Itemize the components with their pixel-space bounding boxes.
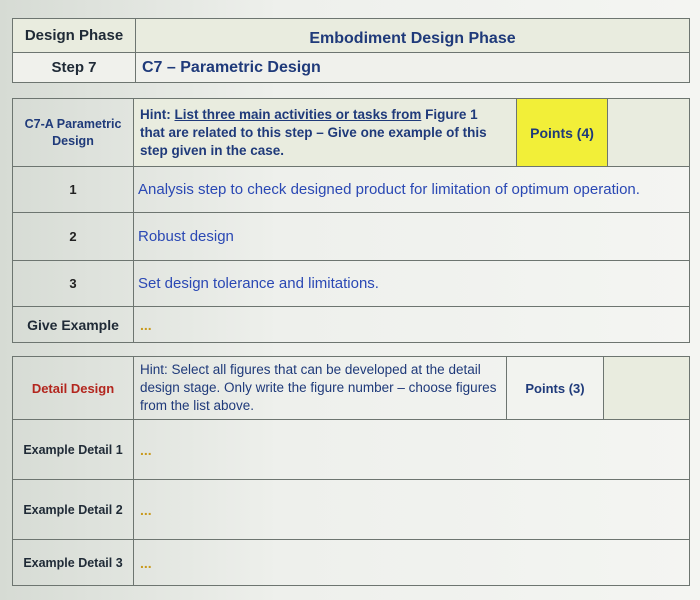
header-table xyxy=(12,18,690,83)
example-detail-field-1[interactable]: ... xyxy=(134,420,690,480)
give-example-label: Give Example xyxy=(13,307,134,343)
detail-design-table xyxy=(12,356,690,586)
section-b-points: Points (3) xyxy=(507,357,604,420)
step-value: C7 – Parametric Design xyxy=(136,53,690,83)
section-b-hint: Hint: Select all figures that can be developed at the detail design stage. Only write the figure number – choose figures from the list above. xyxy=(134,357,507,420)
phase-value: Embodiment Design Phase xyxy=(136,19,690,53)
answer-field-2[interactable]: Robust design xyxy=(134,213,690,261)
example-detail-field-2[interactable]: ... xyxy=(134,480,690,540)
section-a-label: C7-A Parametric Design xyxy=(13,99,134,167)
phase-label: Design Phase xyxy=(13,19,136,53)
row-number: 3 xyxy=(13,261,134,307)
example-detail-field-3[interactable]: ... xyxy=(134,540,690,586)
parametric-design-table xyxy=(12,98,690,343)
section-a-points: Points (4) xyxy=(517,99,608,167)
answer-field-1[interactable]: Analysis step to check designed product for limitation of optimum operation. xyxy=(134,167,690,213)
row-number: 2 xyxy=(13,213,134,261)
section-a-hint: Hint: List three main activities or tasks from Figure 1 that are related to this step – Give one example of this step given in the case. xyxy=(134,99,517,167)
answer-field-3[interactable]: Set design tolerance and limitations. xyxy=(134,261,690,307)
section-b-label: Detail Design xyxy=(13,357,134,420)
section-a-spacer xyxy=(608,99,690,167)
example-detail-label: Example Detail 2 xyxy=(13,480,134,540)
example-detail-label: Example Detail 1 xyxy=(13,420,134,480)
section-b-spacer xyxy=(604,357,690,420)
give-example-field[interactable]: ... xyxy=(134,307,690,343)
row-number: 1 xyxy=(13,167,134,213)
example-detail-label: Example Detail 3 xyxy=(13,540,134,586)
step-label: Step 7 xyxy=(13,53,136,83)
